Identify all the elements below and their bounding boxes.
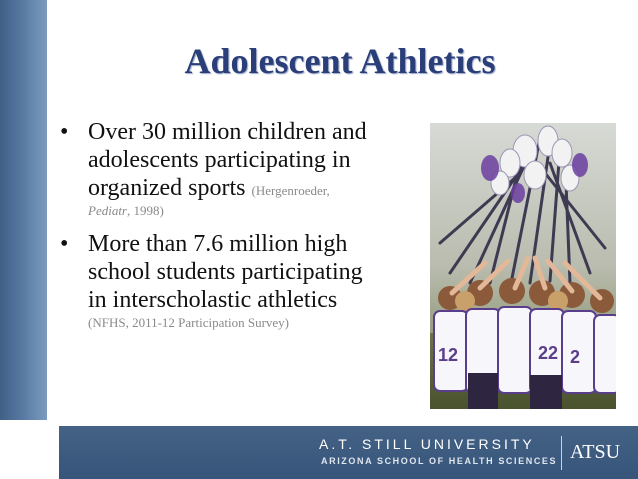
slide-title: Adolescent Athletics [184,41,496,81]
bullet-line-text: organized sports [88,175,246,201]
footer-banner [59,426,638,479]
bullet-line [88,174,426,202]
bullet-line: school students participating [88,259,363,285]
university-name: A.T. STILL UNIVERSITY [319,436,535,452]
citation-line [88,202,426,220]
svg-text:22: 22 [538,343,559,363]
bullet-item [56,230,426,332]
svg-text:12: 12 [438,345,459,365]
svg-text:2: 2 [570,347,581,367]
bullet-line: in interscholastic athletics [88,287,338,313]
left-accent-bar [0,0,47,420]
citation-line: (NFHS, 2011-12 Participation Survey) [88,315,289,330]
bullet-line: adolescents participating in [88,147,351,173]
bullet-line: More than 7.6 million high [88,231,348,257]
university-abbreviation: ATSU [570,441,621,463]
citation-journal: Pediatr [88,203,127,218]
bullet-marker: • [60,119,69,145]
bullet-list [56,118,426,342]
citation-year: , 1998) [127,203,164,218]
bullet-line: Over 30 million children and [88,119,367,145]
school-name: ARIZONA SCHOOL OF HEALTH SCIENCES [321,456,558,466]
footer-divider [561,436,562,470]
citation: (Hergenroeder, [251,183,330,198]
lacrosse-team-photo [430,123,616,409]
bullet-item [56,118,426,220]
bullet-marker: • [60,231,69,257]
